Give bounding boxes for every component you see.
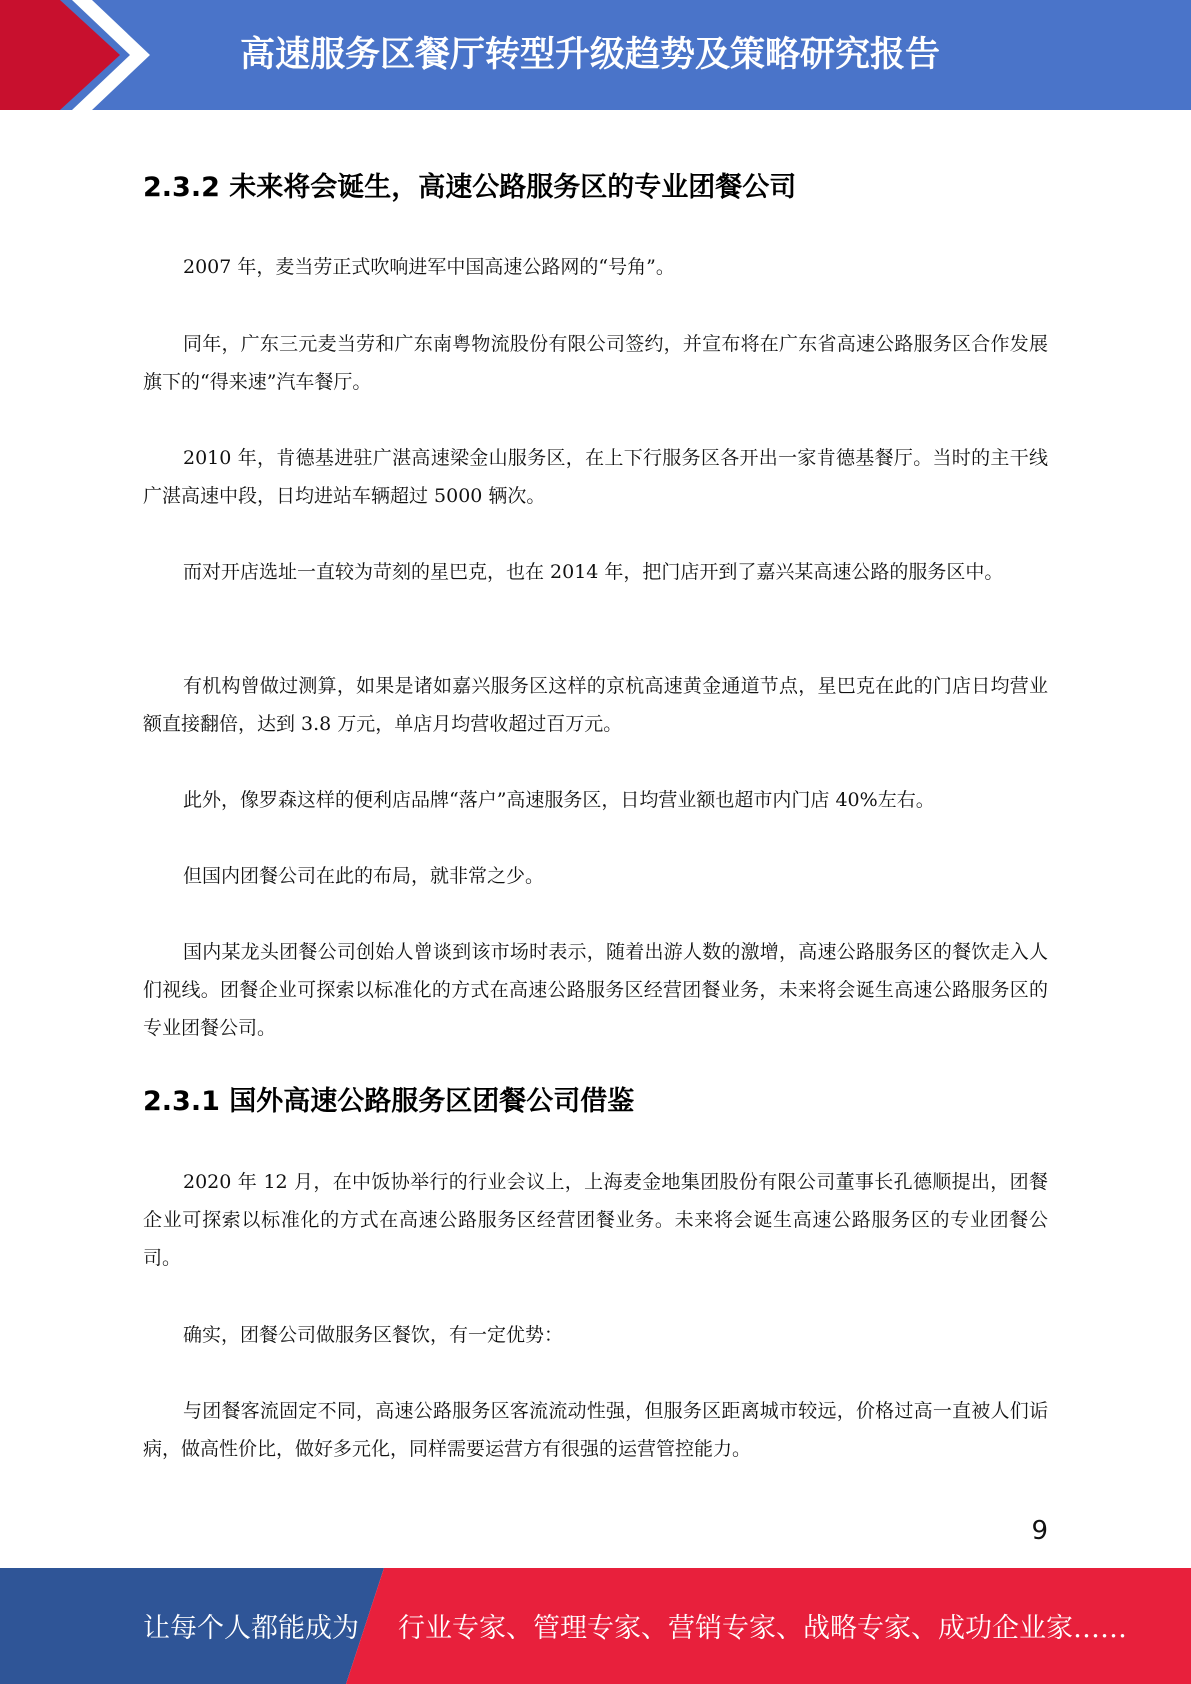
section-heading-2-3-1: 2.3.1 国外高速公路服务区团餐公司借鉴 — [143, 1086, 635, 1117]
paragraph: 与团餐客流固定不同，高速公路服务区客流流动性强，但服务区距离城市较远，价格过高一直被人们诟病，做高性价比，做好多元化，同样需要运营方有很强的运营管控能力。 — [143, 1400, 1048, 1460]
paragraph: 此外，像罗森这样的便利店品牌“落户”高速服务区，日均营业额也超市内门店 40%左右。 — [183, 789, 935, 811]
paragraph: 有机构曾做过测算，如果是诸如嘉兴服务区这样的京杭高速黄金通道节点，星巴克在此的门店日均营业额直接翻倍，达到 3.8 万元，单店月均营收超过百万元。 — [143, 675, 1048, 735]
footer-slogan-right: 行业专家、管理专家、营销专家、战略专家、成功企业家…… — [398, 1613, 1127, 1644]
section-heading-2-3-2: 2.3.2 未来将会诞生，高速公路服务区的专业团餐公司 — [143, 172, 797, 203]
page-number: 9 — [1031, 1516, 1048, 1546]
paragraph: 2010 年，肯德基进驻广湛高速梁金山服务区，在上下行服务区各开出一家肯德基餐厅。当时的主干线广湛高速中段，日均进站车辆超过 5000 辆次。 — [143, 447, 1048, 507]
paragraph: 确实，团餐公司做服务区餐饮，有一定优势： — [183, 1324, 564, 1346]
paragraph: 而对开店选址一直较为苛刻的星巴克，也在 2014 年，把门店开到了嘉兴某高速公路的服务区中。 — [183, 561, 1004, 583]
paragraph: 2020 年 12 月，在中饭协举行的行业会议上，上海麦金地集团股份有限公司董事长孔德顺提出，团餐企业可探索以标准化的方式在高速公路服务区经营团餐业务。未来将会诞生高速公路服务区的专业团餐公司。 — [143, 1171, 1048, 1269]
document-title: 高速服务区餐厅转型升级趋势及策略研究报告 — [240, 35, 941, 75]
footer-slogan-left: 让每个人都能成为 — [143, 1613, 359, 1644]
paragraph: 同年，广东三元麦当劳和广东南粤物流股份有限公司签约，并宣布将在广东省高速公路服务区合作发展旗下的“得来速”汽车餐厅。 — [143, 333, 1048, 393]
page-header — [0, 0, 1191, 110]
page-footer — [0, 1568, 1191, 1684]
paragraph: 2007 年，麦当劳正式吹响进军中国高速公路网的“号角”。 — [183, 256, 675, 278]
paragraph: 但国内团餐公司在此的布局，就非常之少。 — [183, 865, 545, 887]
paragraph: 国内某龙头团餐公司创始人曾谈到该市场时表示，随着出游人数的激增，高速公路服务区的餐饮走入人们视线。团餐企业可探索以标准化的方式在高速公路服务区经营团餐业务，未来将会诞生高速公路服务区的专业团餐公司。 — [143, 941, 1048, 1039]
